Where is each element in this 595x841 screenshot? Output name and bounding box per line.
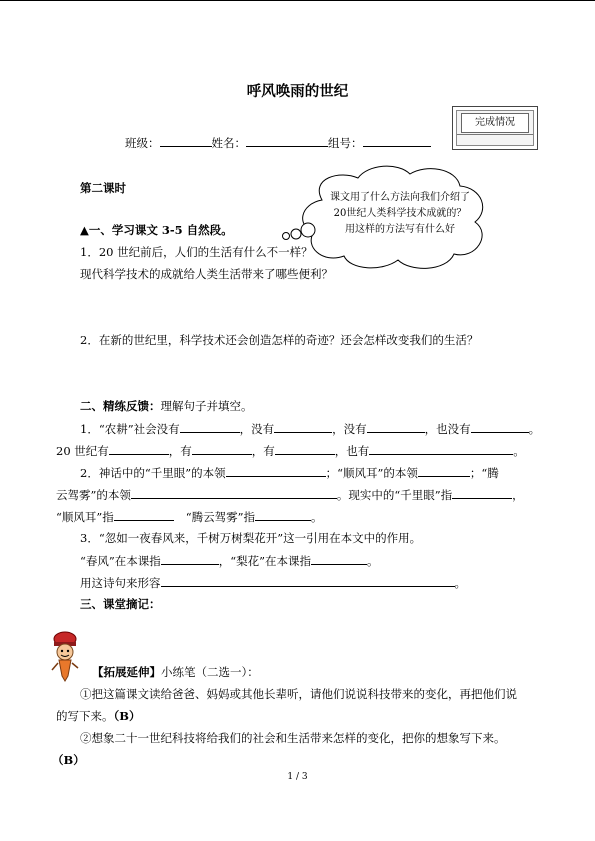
group-label: 组号： [328,136,363,150]
fill-blank[interactable] [471,420,529,433]
fill-blank[interactable] [369,442,513,455]
s2-q2-l2-text-c: ， [512,488,524,502]
completion-badge-base [457,134,533,145]
s2-q2-l3-text-b: “腾云驾雾”指 [185,510,256,524]
fill-blank[interactable] [452,486,512,499]
name-label: 姓名： [211,136,246,150]
fill-blank[interactable] [274,420,332,433]
thought-bubble-text: 课文用了什么方法向我们介绍了20世纪人类科学技术成就的？用这样的方法写有什么好 [330,192,470,235]
s2-q2-l2-text-a: 云驾雾”的本领 [56,488,131,502]
section2-heading-line [80,398,253,414]
page-number: 1 / 3 [287,772,308,782]
s2-q1-text-c: ，没有 [332,422,367,436]
s2-q2-line1 [80,464,499,481]
completion-badge [452,106,538,150]
s2-q2-l3-end: 。 [311,510,323,524]
fill-blank[interactable] [275,442,335,455]
s2-q3-line3 [80,574,466,591]
s2-q2-l3-text-a: “顺风耳”指 [56,510,114,524]
extension-opt2-tag: （B） [52,753,85,767]
extension-opt1-line2 [56,708,140,724]
s2-q2-l2-text-b: 。现实中的“千里眼”指 [336,488,453,502]
extension-label: 【拓展延伸】 [92,665,161,679]
section1-q1-line1: 1．20 世纪前后，人们的生活有什么不一样？ [80,245,313,259]
s2-q2-line3 [56,508,323,525]
fill-blank[interactable] [131,486,337,499]
pencil-mascot-icon [48,630,82,682]
fill-blank[interactable] [418,464,470,477]
class-label: 班级： [125,136,160,150]
student-info-line [125,134,431,151]
s2-q1-text-a: 1．“农耕”社会没有 [80,422,180,436]
s2-q3-l2-text-a: “春风”在本课指 [80,554,161,568]
s2-q3-l3-end: 。 [454,576,466,590]
s2-q1-end: 。 [528,422,541,436]
fill-blank[interactable] [180,420,240,433]
section1-heading: ▲一、学习课文 3-5 自然段。 [80,223,233,237]
s2-q1-l2-text-a: 20 世纪有 [56,444,109,458]
s2-q1-text-b: ，没有 [239,422,275,436]
fill-blank[interactable] [192,442,252,455]
fill-blank[interactable] [255,508,311,521]
extension-opt1-line1: ①把这篇课文读给爸爸、妈妈或其他长辈听，请他们说说科技带来的变化，再把他们说 [80,687,517,701]
completion-badge-label: 完成情况 [461,113,529,133]
s2-q1-l2-end: 。 [513,444,525,458]
s2-q3-line1: 3．“忽如一夜春风来，千树万树梨花开”这一引用在本文中的作用。 [80,531,422,545]
s2-q1-line2 [56,442,525,459]
lesson-heading: 第二课时 [80,181,126,195]
s2-q2-text-c: ；“腾 [469,466,499,480]
extension-opt1-text: 的写下来。 [56,709,114,723]
s2-q1-line1 [80,420,540,437]
s2-q1-text-d: ，也没有 [424,422,471,436]
section2-heading-tail: 理解句子并填空。 [160,399,253,413]
page-title: 呼风唤雨的世纪 [246,83,349,100]
s2-q2-text-a: 2．神话中的“千里眼”的本领 [80,466,226,480]
s2-q3-l3-text-a: 用这诗句来形容 [80,576,161,590]
extension-label-tail: 小练笔（二选一）： [161,665,259,679]
group-blank[interactable] [363,134,431,147]
s2-q1-l2-text-d: ，也有 [334,444,370,458]
section1-q1-line2: 现代科学技术的成就给人类生活带来了哪些便利？ [80,267,333,281]
extension-heading-line [92,664,259,680]
fill-blank[interactable] [114,508,174,521]
fill-blank[interactable] [226,464,326,477]
name-blank[interactable] [246,134,328,147]
s2-q3-line2 [80,552,379,569]
s2-q2-line2 [56,486,524,503]
section2-heading: 二、精练反馈： [80,399,161,413]
fill-blank[interactable] [109,442,169,455]
s2-q3-l2-text-b: ，“梨花”在本课指 [218,554,312,568]
section3-heading: 三、课堂摘记： [80,597,161,611]
section1-q2: 2．在新的世纪里，科学技术还会创造怎样的奇迹？还会怎样改变我们的生活？ [80,333,479,347]
extension-opt1-tag: （B） [113,709,141,723]
class-blank[interactable] [160,134,212,147]
fill-blank[interactable] [161,552,219,565]
page-top-rule [0,0,595,1]
s2-q3-l2-end: 。 [367,554,379,568]
fill-blank[interactable] [367,420,425,433]
s2-q2-text-b: ；“顺风耳”的本领 [325,466,418,480]
s2-q1-l2-text-b: ，有 [168,444,192,458]
s2-q1-l2-text-c: ，有 [251,444,275,458]
fill-blank[interactable] [161,574,455,587]
fill-blank[interactable] [311,552,367,565]
extension-opt2-line1: ②想象二十一世纪科技将给我们的社会和生活带来怎样的变化，把你的想象写下来。 [80,731,506,745]
